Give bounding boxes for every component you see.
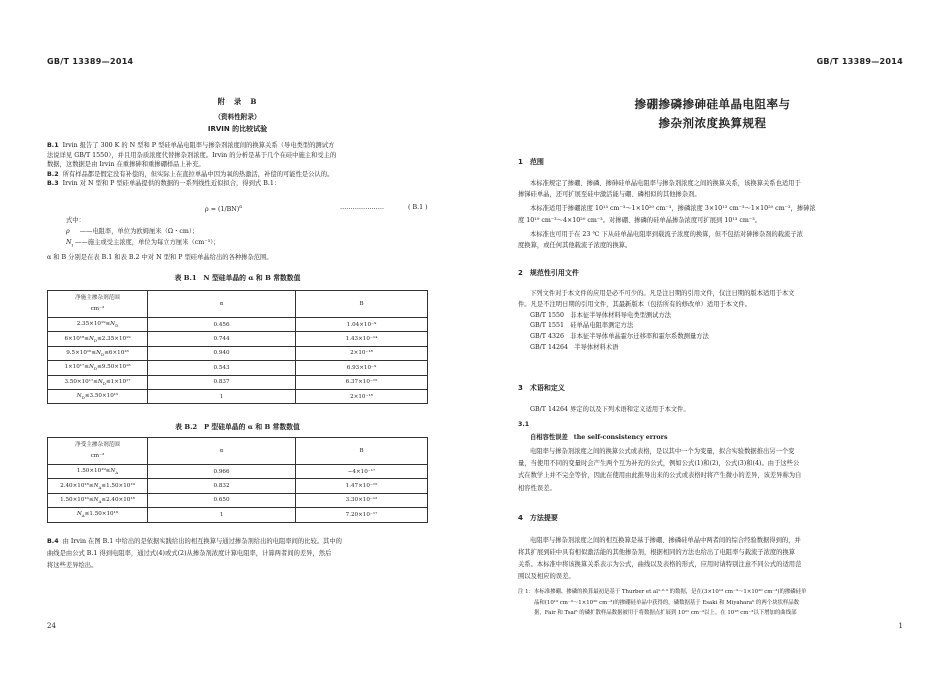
document-title-line1: 掺硼掺磷掺砷硅单晶电阻率与 — [634, 97, 791, 111]
table1-b-cell: 1.04×10⁻⁹ — [296, 318, 428, 332]
b2-text: 所有样品都是假定没有补偿的，但实际上在直拉单晶中因为氧的热激活，补偿的可能性是公认的。 — [62, 170, 334, 178]
b4-label: B.4 — [47, 538, 59, 545]
table2-range-cell: $2.40\times 10^{18}\le N_A\le 1.50\times 10^{19}$ — [48, 479, 148, 493]
paragraph-b4 — [47, 536, 447, 572]
table2-alpha-cell: 0.966 — [148, 465, 296, 479]
term-number: 3.1 — [518, 421, 530, 428]
b1-line3: 数据，这数据是由 Irvin 在重掺砷和重掺硼样品上补充。 — [47, 161, 205, 169]
table1-header-range: 净施主掺杂剂范围 cm⁻³ — [48, 291, 148, 318]
b4-line1: 由 Irvin 在图 B.1 中给出的是依据实践给出的相互换算与通过掺杂剂给出的电阻率间的比较。其中的 — [62, 538, 342, 545]
formula-body: ρ = (1/BN) — [205, 206, 240, 214]
section2-body — [518, 289, 918, 354]
appendix-subtitle: IRVIN 的比较试验 — [207, 125, 268, 133]
table2-alpha-cell: 0.650 — [148, 493, 296, 507]
reference-item: GB/T 14264 半导体材料术语 — [530, 343, 619, 351]
n-subscript: I — [71, 241, 74, 247]
table1-b-cell: 2×10⁻¹⁸ — [296, 389, 428, 403]
section3-heading: 3 术语和定义 — [518, 384, 565, 392]
table1-range-cell: $9.5\times 10^{16}\le N_D\le 6\times 10^{18}$ — [48, 346, 148, 360]
def-line2: 量，当使用不同的变量时会产生两个互为补充的公式，例如公式(1)和(2)，公式(3)和(4)。由于这些公 — [518, 460, 800, 468]
right-page — [475, 0, 950, 673]
note-line3: 据，Fair 和 Tsai⁶ 的磷扩散样品数据被用于将数据点扩展到 10²¹ cm⁻³以上。在 10¹⁸ cm⁻³以下增加的曲线部 — [534, 610, 797, 616]
table1-alpha-cell: 0.837 — [148, 375, 296, 389]
table1-row — [48, 346, 428, 360]
where-label: 式中： — [66, 217, 85, 224]
table1-header-row — [48, 291, 428, 318]
formula-dots: ………………… — [340, 204, 385, 211]
table2-alpha-cell: 1 — [148, 508, 296, 522]
table1-range-cell: $N_D\le 3.50\times 10^{15}$ — [48, 389, 148, 403]
table1-header-alpha: α — [148, 291, 296, 318]
rho-definition: ——电阻率，单位为欧姆厘米（Ω・cm）； — [79, 227, 199, 235]
reference-item: GB/T 4326 非本征半导体单晶霍尔迁移率和霍尔系数测量方法 — [530, 333, 709, 341]
rho-symbol: ρ — [66, 227, 70, 235]
table2-row — [48, 465, 428, 479]
b4-line3: 将这些差异绘出。 — [47, 562, 98, 569]
table2-b-cell: −4×10⁻¹⁷ — [296, 465, 428, 479]
term-heading — [530, 433, 668, 443]
b1-line1: Irvin 报告了 300 K 的 N 型和 P 型硅单晶电阻率与掺杂剂浓度间的换算关系（导电类型的测试方 — [62, 142, 335, 149]
left-header: GB/T 13389—2014 — [47, 57, 134, 66]
alpha-b-definition: α 和 B 分别是在表 B.1 和表 B.2 中对 N 型和 P 型硅单晶给出的各种掺杂范围。 — [47, 254, 273, 261]
table1-row — [48, 389, 428, 403]
reference-item: GB/T 1550 非本征半导体材料导电类型测试方法 — [530, 311, 672, 319]
s1-p2-line2: 度 10¹⁹ cm⁻³～4×10²⁰ cm⁻³。对掺硼、掺磷的硅单晶掺杂浓度可扩展到 10¹³ cm⁻³。 — [518, 216, 762, 224]
section2-heading: 2 规范性引用文件 — [518, 269, 579, 277]
table1-b-cell: 1.43×10⁻¹⁴ — [296, 332, 428, 346]
paragraph-b1 — [47, 141, 447, 189]
where-block — [66, 216, 446, 249]
s1-p2-line1: 本标准适用于掺硼浓度 10¹³ cm⁻³～1×10²⁰ cm⁻³，掺磷浓度 3×10¹³ cm⁻³～1×10²⁰ cm⁻³，掺砷浓 — [530, 205, 816, 213]
table2-row — [48, 479, 428, 493]
left-page-number: 24 — [47, 622, 56, 630]
s2-p1-line1: 下列文件对于本文件的应用是必不可少的。凡是注日期的引用文件，仅注日期的版本适用于本文 — [530, 290, 795, 297]
table1-header-b: B — [296, 291, 428, 318]
appendix-type: （资料性附录） — [214, 113, 261, 121]
formula-exponent: α — [239, 205, 243, 210]
note-1 — [518, 587, 923, 619]
b3-label: B.3 — [47, 180, 59, 188]
document-title-line2: 掺杂剂浓度换算规程 — [658, 116, 767, 130]
table1-b-cell: 6.37×10⁻¹⁵ — [296, 375, 428, 389]
table2-header-alpha: α — [148, 438, 296, 465]
s1-p3-line2: 度换算，或任何其他载流子浓度的换算。 — [518, 242, 632, 250]
table2-header-range: 净受主掺杂剂范围 cm⁻³ — [48, 438, 148, 465]
table2-b-cell: 3.30×10⁻¹² — [296, 493, 428, 507]
def-line1: 电阻率与掺杂剂浓度之间的换算公式或表格，是以其中一个为变量，拟合实验数据推出另一个变 — [530, 448, 795, 455]
table2-header-b: B — [296, 438, 428, 465]
table1-row — [48, 332, 428, 346]
s4-line4: 围以及相应的误差。 — [518, 573, 575, 580]
table1-range-cell: $6\times 10^{18}\le N_D\le 2.35\times 10^{19}$ — [48, 332, 148, 346]
term-english: the self-consistency errors — [573, 434, 668, 441]
term-chinese: 自相容性误差 — [530, 434, 568, 441]
s1-p1-line2: 掺锑硅单晶，还可扩展至硅中激活能与硼、磷相似的其他掺杂剂。 — [518, 191, 701, 199]
table1-range-cell: $2.35\times 10^{19}\le N_D$ — [48, 318, 148, 332]
s4-line3: 关系。本标准中将该换算关系表示为公式，曲线以及表格的形式，应用时请特别注意不同公式的适用范 — [518, 561, 802, 568]
b1-line2: 法说详见 GB/T 1550），并且用杂质浓度代替掺杂剂浓度。Irvin 的分析是基于几个在硅中施主和受主的 — [47, 151, 337, 159]
n-symbol: N — [66, 238, 72, 246]
reference-list — [518, 311, 918, 354]
table2-range-cell: $1.50\times 10^{19}\le N_A$ — [48, 465, 148, 479]
term-definition — [518, 446, 918, 495]
section4-heading: 4 方法提要 — [518, 514, 558, 522]
table1-alpha-cell: 0.456 — [148, 318, 296, 332]
right-header: GB/T 13389—2014 — [816, 57, 903, 66]
table1-alpha-cell: 0.744 — [148, 332, 296, 346]
def-line4: 相容性误差。 — [518, 484, 556, 492]
table1-alpha-cell: 0.940 — [148, 346, 296, 360]
table-b2 — [47, 437, 428, 523]
formula-b1 — [205, 203, 242, 215]
table1-alpha-cell: 1 — [148, 389, 296, 403]
s1-p1-line1: 本标准规定了掺硼、掺磷、掺砷硅单晶电阻率与掺杂剂浓度之间的换算关系，该换算关系也适用于 — [530, 180, 801, 187]
section1-body — [518, 178, 918, 251]
n-definition: ——施主或受主浓度，单位为每立方厘米（cm⁻³）； — [75, 238, 220, 246]
formula-number: ( B.1 ) — [408, 204, 428, 211]
table-b1 — [47, 290, 428, 404]
table1-row — [48, 318, 428, 332]
table2-range-cell: $1.50\times 10^{16}\le N_A\le 2.40\times 10^{18}$ — [48, 493, 148, 507]
def-line3: 式在数学上并不完全等价，因此在使用由此推导出来的公式或表格时将产生微小的差异，该差异称为自 — [518, 472, 802, 480]
section1-heading: 1 范围 — [518, 158, 544, 166]
note-line2: 晶和(10¹³ cm⁻³～1×10²⁰ cm⁻³)的掺硼硅单晶中获得的。磷数据基于 Esaki 和 Miyahara⁵ 的两个块状样品数 — [534, 599, 800, 606]
table1-alpha-cell: 0.543 — [148, 361, 296, 375]
table2-range-cell: $N_A\le 1.50\times 10^{16}$ — [48, 508, 148, 522]
b2-label: B.2 — [47, 170, 59, 178]
table1-b-cell: 2×10⁻¹⁸ — [296, 346, 428, 360]
b4-line2: 曲线是由公式 B.1 得到电阻率，通过式(4)或式(2)从掺杂剂浓度计算电阻率，计算两者间的差异，然后 — [47, 550, 332, 557]
table2-caption: 表 B.2 P 型硅单晶的 α 和 B 常数数值 — [175, 423, 300, 431]
s1-p3-line1: 本标准也可用于在 23 ℃ 下从硅单晶电阻率到载流子浓度的换算，但不包括对砷掺杂剂的载流子浓 — [530, 230, 803, 238]
s4-line1: 电阻率与掺杂剂浓度之间的相互换算是基于掺硼、掺磷硅单晶中两者间的综合经验数据得到的，并 — [530, 537, 801, 544]
b3-text: Irvin 对 N 型和 P 型硅单晶提供的数据的一系列线性近似拟合，得到式 B.1： — [62, 180, 281, 188]
right-page-number: 1 — [898, 622, 903, 630]
table2-row — [48, 508, 428, 522]
table2-header-row — [48, 438, 428, 465]
table1-range-cell: $1\times 10^{17}\le N_D\le 9.50\times 10^{18}$ — [48, 361, 148, 375]
s4-line2: 将其扩展到硅中具有相似激活能的其他掺杂剂，根据相同的方法也给出了电阻率与载流子浓度的换算 — [518, 549, 796, 556]
appendix-title: 附 录 B — [217, 97, 258, 106]
reference-item: GB/T 1551 硅单晶电阻率测定方法 — [530, 322, 634, 330]
table1-row — [48, 361, 428, 375]
table2-b-cell: 1.47×10⁻¹⁵ — [296, 479, 428, 493]
note-line1: 注 1：本标准掺硼、掺磷的换算最初是基于 Thurber et al¹·²·³ 的数据，是在(3×10¹³ cm⁻³～1×10²⁰ cm⁻³)的掺磷硅单 — [518, 589, 807, 595]
table1-range-cell: $3.50\times 10^{17}\le N_D\le 1\times 10^{17}$ — [48, 375, 148, 389]
b1-label: B.1 — [47, 142, 59, 149]
table1-row — [48, 375, 428, 389]
table2-b-cell: 7.20×10⁻¹⁷ — [296, 508, 428, 522]
table2-row — [48, 493, 428, 507]
section4-body — [518, 535, 918, 583]
table1-caption: 表 B.1 N 型硅单晶的 α 和 B 常数数值 — [174, 274, 301, 282]
table2-alpha-cell: 0.832 — [148, 479, 296, 493]
s2-p1-line2: 件。凡是不注明日期的引用文件，其最新版本（包括所有的修改单）适用于本文件。 — [518, 300, 751, 308]
section3-intro: GB/T 14264 界定的以及下列术语和定义适用于本文件。 — [530, 406, 690, 413]
table1-b-cell: 6.93×10⁻⁹ — [296, 361, 428, 375]
